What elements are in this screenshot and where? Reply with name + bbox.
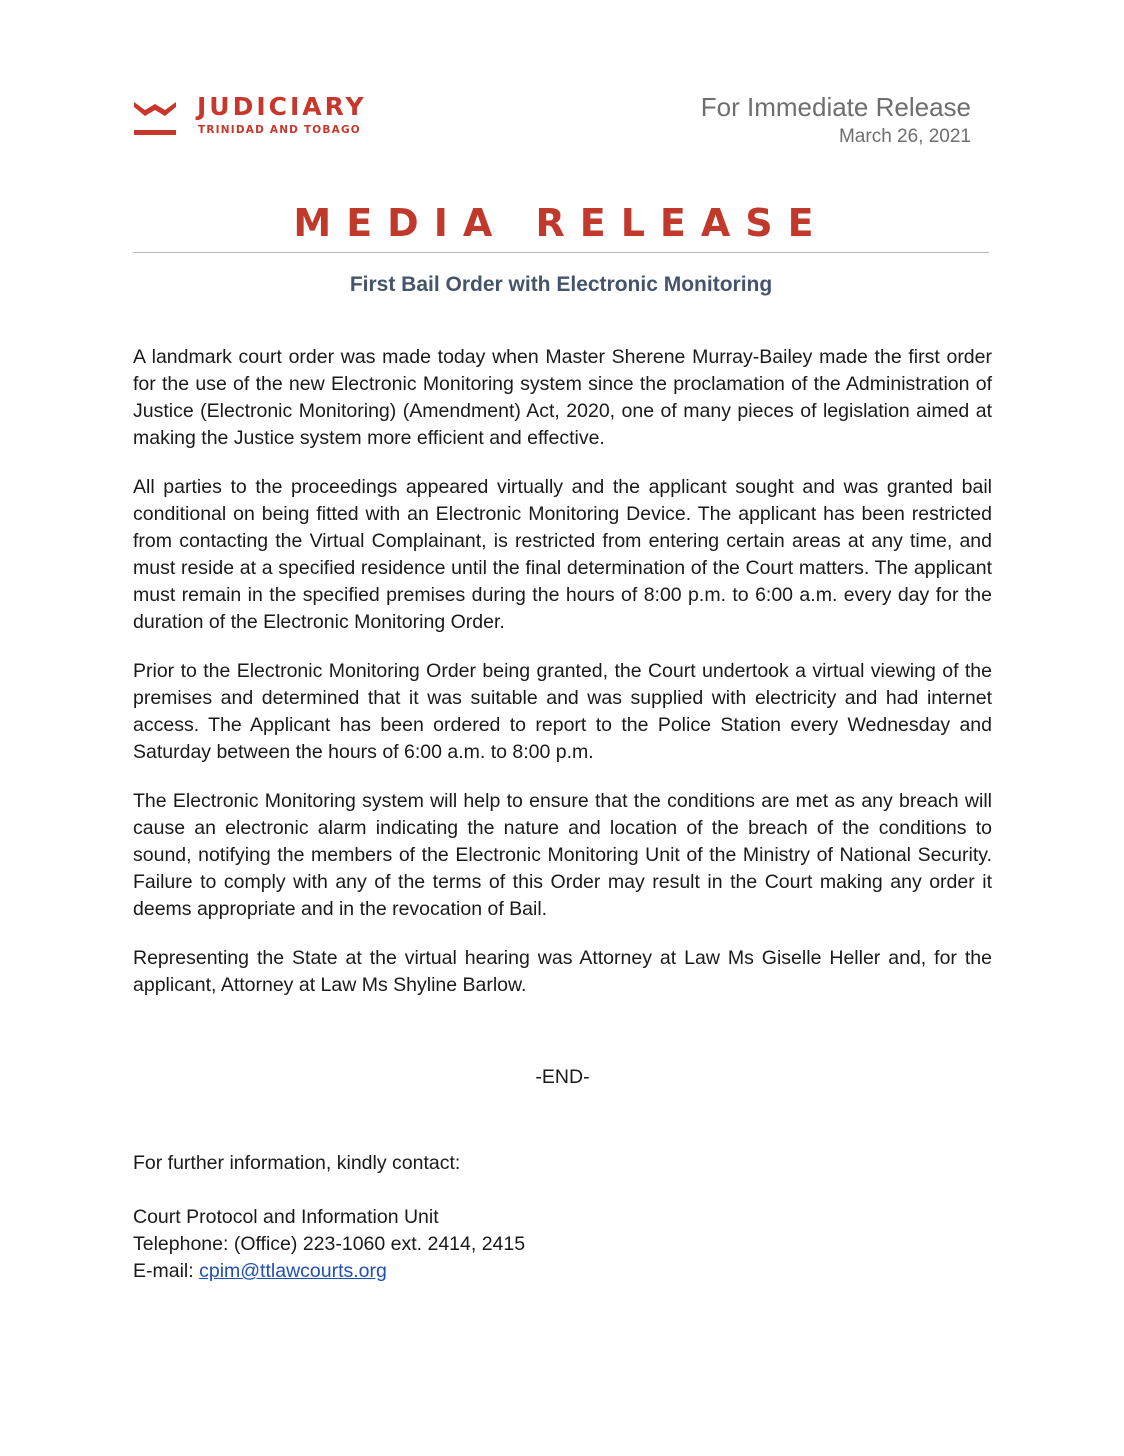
contact-block [133,1150,992,1285]
header [133,92,971,152]
paragraph: The Electronic Monitoring system will help to ensure that the conditions are met as any breach will cause an electronic alarm indicating the nature and location of the breach of the conditions to sound, notifying the members of the Electronic Monitoring Unit of the Ministry of National Security. Failure to comply with any of the terms of this Order may result in the Court making any order it deems appropriate and in the revocation of Bail. [133,790,992,920]
paragraph: Prior to the Electronic Monitoring Order being granted, the Court undertook a virtual viewing of the premises and determined that it was suitable and was supplied with electricity and had internet access. The Applicant has been ordered to report to the Police Station every Wednesday and Saturday between the hours of 6:00 a.m. to 8:00 p.m. [133,660,992,763]
contact-telephone: Telephone: (Office) 223-1060 ext. 2414, 2415 [133,1233,526,1255]
email-link[interactable]: cpim@ttlawcourts.org [199,1260,387,1282]
contact-intro: For further information, kindly contact: [133,1152,461,1174]
body-text [133,344,992,1021]
judiciary-emblem-icon [133,94,177,138]
contact-unit: Court Protocol and Information Unit [133,1206,439,1228]
contact-spacer [133,1177,992,1204]
paragraph: All parties to the proceedings appeared virtually and the applicant sought and was granted bail conditional on being fitted with an Electronic Monitoring Device. The applicant has been restricted from contacting the Virtual Complainant, is restricted from entering certain areas at any time, and must reside at a specified residence until the final determination of the Court matters. The applicant must remain in the specified premises during the hours of 8:00 p.m. to 6:00 a.m. every day for the duration of the Electronic Monitoring Order. [133,476,992,633]
logo-subtitle: TRINIDAD AND TOBAGO [198,124,361,136]
release-date: March 26, 2021 [838,126,971,147]
end-mark: -END- [535,1066,590,1088]
email-label: E-mail: [133,1260,200,1282]
judiciary-logo [133,92,393,138]
release-label: For Immediate Release [700,92,971,122]
logo-title: JUDICIARY [197,92,367,121]
paragraph: Representing the State at the virtual hearing was Attorney at Law Ms Giselle Heller and, for the applicant, Attorney at Law Ms Shyline Barlow. [133,947,992,996]
contact-email-line [133,1258,992,1285]
document-subtitle: First Bail Order with Electronic Monitoring [349,273,773,296]
document-title: MEDIA RELEASE [293,201,829,245]
title-divider [133,252,989,253]
paragraph: A landmark court order was made today when Master Sherene Murray-Bailey made the first order for the use of the new Electronic Monitoring system since the proclamation of the Administration of Justice (Electronic Monitoring) (Amendment) Act, 2020, one of many pieces of legislation aimed at making the Justice system more efficient and effective. [133,346,992,449]
